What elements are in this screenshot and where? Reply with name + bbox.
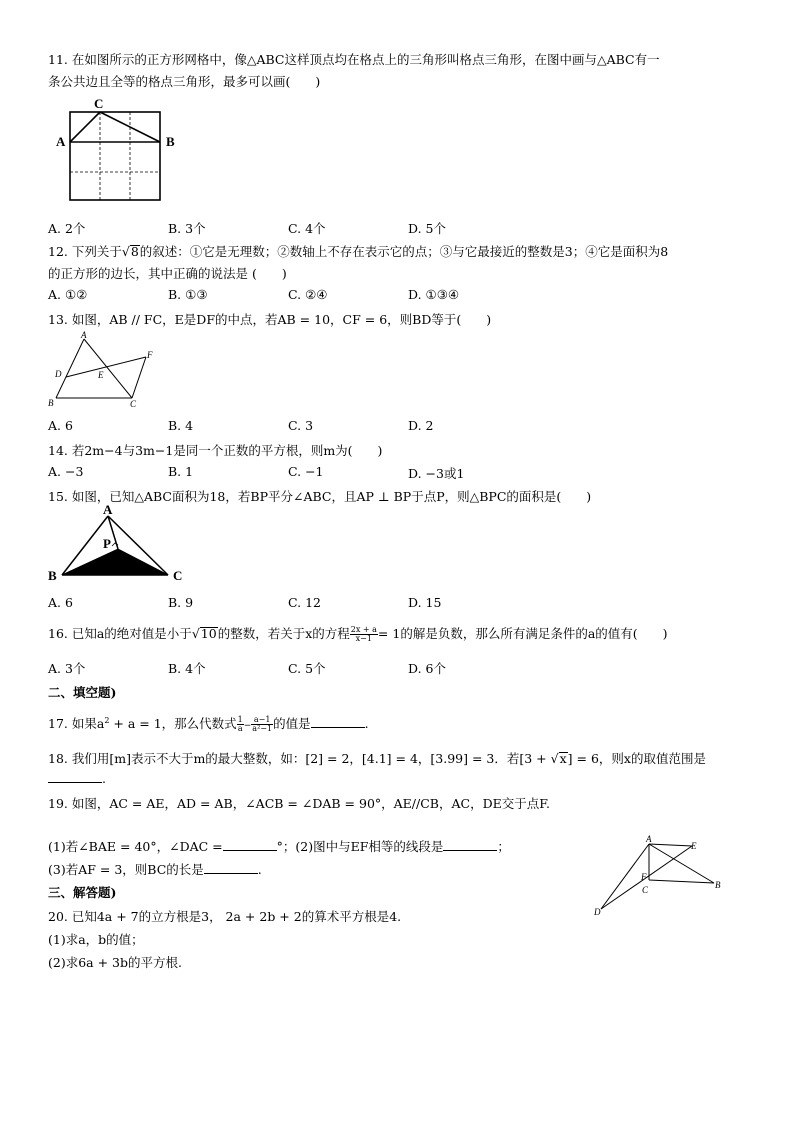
q11-label-a: A (56, 134, 66, 149)
q16-text (48, 624, 668, 643)
q17-minus: − (243, 721, 252, 731)
q13-option-d[interactable]: D. 2 (408, 418, 434, 433)
q17-answer-blank[interactable] (311, 716, 365, 728)
q11-grid-border (70, 112, 160, 200)
q12-line2: 的正方形的边长，其中正确的说法是 ( ) (48, 266, 287, 281)
q15-label-p: P (103, 536, 111, 551)
q16-sqrt: √10 (191, 626, 217, 641)
q19-seg-ab (649, 844, 714, 883)
q13-label-a: A (81, 330, 87, 340)
q13-seg-ac (84, 339, 132, 398)
q18-radicand: x (559, 751, 567, 766)
q12-line1 (48, 242, 668, 260)
q16-radicand: 10 (200, 626, 217, 641)
q19-label-b: B (715, 880, 721, 890)
q20-part2: (2)求6a + 3b的平方根. (48, 955, 182, 970)
q17-frac1-den: a (237, 724, 243, 733)
q19-seg-ae (649, 844, 692, 846)
q16-fraction (350, 626, 378, 643)
q15-text: 15. 如图，已知△ABC面积为18，若BP平分∠ABC，且AP ⊥ BP于点P，则△BPC的面积是( ) (48, 489, 592, 504)
q11-side-ac (70, 112, 100, 142)
q13-seg-cf (132, 357, 146, 398)
q13-seg-df (66, 357, 146, 377)
q11-option-c[interactable]: C. 4个 (288, 221, 326, 236)
q11-line1: 11. 在如图所示的正方形网格中，像△ABC这样顶点均在格点上的三角形叫格点三角形，在图中画与△ABC有一 (48, 52, 660, 67)
q18-rest: ] = 6，则x的取值范围是 (567, 751, 706, 766)
q18-main: 18. 我们用[m]表示不大于m的最大整数，如：[2] = 2，[4.1] = 4，[3.99] = 3．若[3 + (48, 751, 551, 766)
section-3-heading: 三、解答题) (48, 885, 117, 900)
q17-frac1-num: 1 (237, 715, 243, 724)
q15-label-b: B (48, 568, 57, 583)
q12-option-c[interactable]: C. ②④ (288, 287, 328, 302)
q19-label-a: A (646, 834, 652, 844)
q13-text: 13. 如图，AB // FC，E是DF的中点，若AB = 10，CF = 6，则BD等于( ) (48, 312, 492, 327)
q16-prefix: 16. 已知a的绝对值是小于 (48, 626, 192, 641)
q13-option-b[interactable]: B. 4 (168, 418, 194, 433)
q11-line2: 条公共边且全等的格点三角形，最多可以画( ) (48, 74, 321, 89)
q12-rest: 的叙述：①它是无理数；②数轴上不存在表示它的点；③与它最接近的整数是3；④它是面积为8 (139, 244, 669, 259)
q13-label-c: C (130, 399, 137, 409)
q16-frac-num: 2x + a (350, 625, 377, 634)
q17-frac2-den: a²−1 (252, 724, 273, 733)
q19-answer-blank-2[interactable] (443, 839, 497, 851)
q12-sqrt: √8 (121, 244, 139, 259)
q19-label-f: F (641, 872, 647, 882)
q19-answer-blank-3[interactable] (204, 862, 258, 874)
q13-option-a[interactable]: A. 6 (48, 418, 73, 433)
q18-answer-blank[interactable] (48, 771, 102, 783)
q14-option-a[interactable]: A. −3 (48, 464, 84, 479)
q13-label-f: F (147, 350, 153, 360)
q16-frac-den: x−1 (355, 634, 372, 643)
q11-label-c: C (94, 96, 104, 111)
q17-frac-2 (251, 716, 273, 733)
q19-label-e: E (691, 841, 697, 851)
q13-label-b: B (48, 398, 54, 408)
q13-label-e: E (98, 370, 104, 380)
q16-option-d[interactable]: D. 6个 (408, 661, 446, 676)
q18-line2: . (48, 771, 106, 786)
q19-seg-de (601, 846, 692, 909)
q19-part3: (3)若AF = 3，则BC的长是 . (48, 862, 262, 877)
q15-option-d[interactable]: D. 15 (408, 595, 442, 610)
q19-part12 (48, 837, 510, 855)
q12-radicand: 8 (130, 244, 139, 259)
q15-shaded-bpc (62, 549, 168, 575)
q17-prefix: 17. 如果a (48, 716, 105, 731)
q18-sqrt: √x (550, 751, 567, 766)
q15-label-a: A (103, 504, 113, 517)
q17-rest: 的值是 (273, 716, 311, 731)
q12-option-b[interactable]: B. ①③ (168, 287, 208, 302)
q19-p1c: ； (497, 839, 510, 854)
q11-option-d[interactable]: D. 5个 (408, 221, 446, 236)
q19-p3: (3)若AF = 3，则BC的长是 (48, 862, 204, 877)
q20-text: 20. 已知4a + 7的立方根是3， 2a + 2b + 2的算术平方根是4. (48, 909, 402, 924)
q18-text (48, 749, 706, 767)
q17-text: 17. 如果$a^2 + a = 1$，那么代数式 $\frac{1}{a}$ − $\frac{a-1}{\text{a²−1}}$ 的值是 . (48, 715, 369, 733)
q16-rest: = 1的解是负数，那么所有满足条件的a的值有( ) (377, 626, 668, 641)
q13-figure (46, 330, 162, 410)
q15-option-b[interactable]: B. 9 (168, 595, 194, 610)
q11-option-a[interactable]: A. 2个 (48, 221, 86, 236)
q19-answer-blank-1[interactable] (223, 839, 277, 851)
q16-option-c[interactable]: C. 5个 (288, 661, 326, 676)
q15-label-c: C (173, 568, 183, 583)
q19-text: 19. 如图，AC = AE，AD = AB，∠ACB = ∠DAB = 90°，AE//CB，AC，DE交于点F. (48, 796, 550, 811)
q12-prefix: 12. 下列关于 (48, 244, 122, 259)
q15-option-c[interactable]: C. 12 (288, 595, 321, 610)
q17-sup: 2 (104, 715, 110, 725)
q14-option-d[interactable]: D. −3或1 (408, 466, 465, 481)
q17-frac2-num: a−1 (251, 716, 273, 725)
q11-label-b: B (166, 134, 175, 149)
q16-option-a[interactable]: A. 3个 (48, 661, 86, 676)
q14-text: 14. 若2m−4与3m−1是同一个正数的平方根，则m为( ) (48, 443, 383, 458)
q13-option-c[interactable]: C. 3 (288, 418, 314, 433)
q16-option-b[interactable]: B. 4个 (168, 661, 206, 676)
q14-option-b[interactable]: B. 1 (168, 464, 194, 479)
q20-part1: (1)求a，b的值； (48, 932, 144, 947)
q13-label-d: D (55, 369, 62, 379)
q19-p1b: °；(2)图中与EF相等的线段是 (276, 839, 444, 854)
q15-option-a[interactable]: A. 6 (48, 595, 73, 610)
q19-figure (590, 832, 730, 922)
q19-seg-cb (649, 880, 714, 883)
q17-mid: + a = 1，那么代数式 (109, 716, 237, 731)
q19-p1a: (1)若∠BAE = 40°，∠DAC = (48, 839, 223, 854)
q11-option-b[interactable]: B. 3个 (168, 221, 206, 236)
q14-option-c[interactable]: C. −1 (288, 464, 324, 479)
q17-frac-1 (237, 716, 244, 733)
q16-mid: 的整数，若关于x的方程 (217, 626, 350, 641)
q12-option-d[interactable]: D. ①③④ (408, 287, 460, 302)
q12-option-a[interactable]: A. ①② (48, 287, 88, 302)
section-2-heading: 二、填空题) (48, 685, 117, 700)
q15-figure (46, 504, 192, 588)
q11-grid-figure (50, 94, 180, 206)
q19-label-d: D (594, 907, 601, 917)
q19-label-c: C (642, 885, 649, 895)
